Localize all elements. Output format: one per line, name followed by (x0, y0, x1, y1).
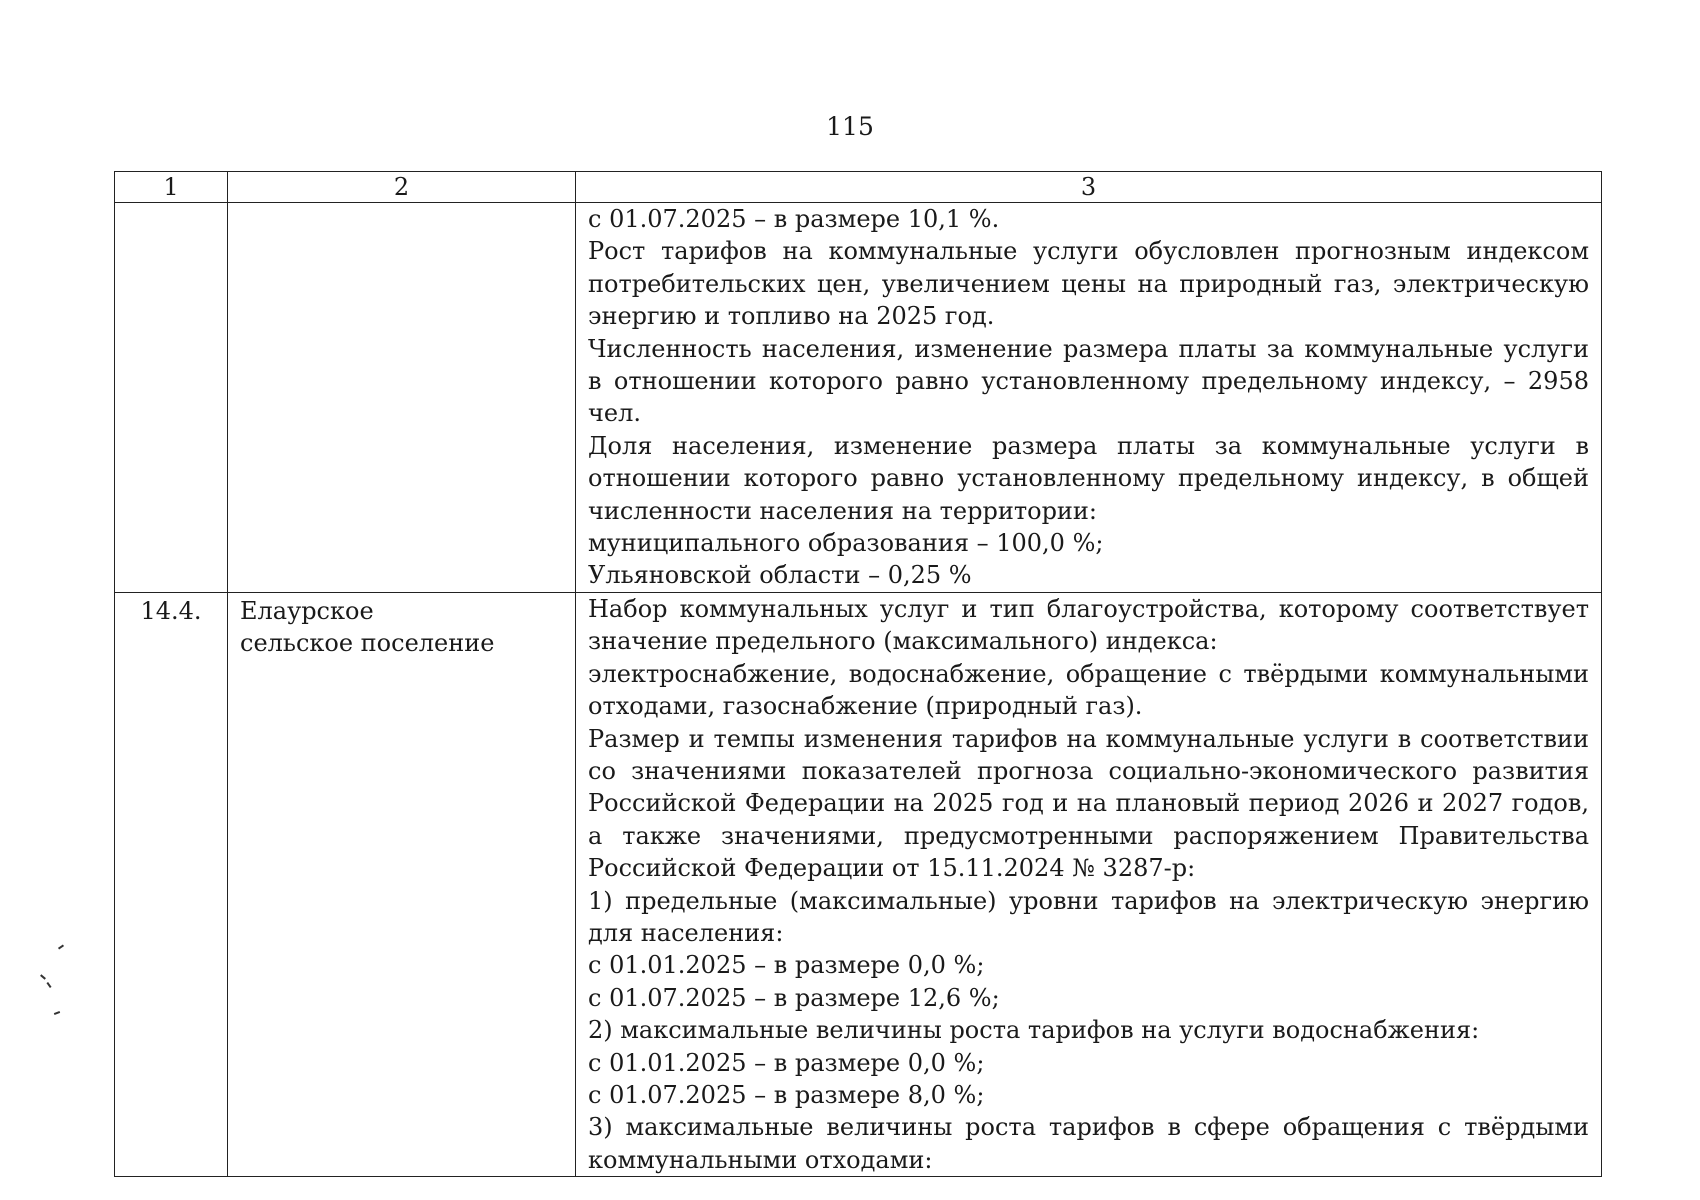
paragraph: электроснабжение, водоснабжение, обращение с твёрдыми коммунальными отходами, газоснабжение (природный газ). (588, 659, 1589, 721)
settlement-name-line: Елаурское (240, 596, 374, 625)
paragraph: с 01.07.2025 – в размере 10,1 %. (588, 205, 1000, 233)
paragraph: Рост тарифов на коммунальные услуги обусловлен прогнозным индексом потребительских цен, увеличением цены на природный газ, электрическую энергию и топливо на 2025 год. (588, 237, 1589, 331)
table-header-row (115, 172, 1602, 203)
paragraph: Ульяновской области – 0,25 % (588, 561, 972, 590)
paragraph: с 01.07.2025 – в размере 12,6 %; (588, 983, 1000, 1012)
paragraph: Набор коммунальных услуг и тип благоустройства, которому соответствует значение предельного (максимального) индекса: (588, 594, 1589, 656)
settlement-name-cell (228, 592, 576, 1176)
header-cell-1: 1 (115, 172, 228, 203)
scan-speck (46, 982, 51, 988)
table-row (115, 592, 1602, 1176)
paragraph: 1) предельные (максимальные) уровни тарифов на электрическую энергию для населения: (588, 886, 1589, 947)
header-cell-2: 2 (228, 172, 576, 203)
paragraph: 3) максимальные величины роста тарифов в сфере обращения с твёрдыми коммунальными отходами: (588, 1113, 1589, 1174)
scan-speck (58, 944, 64, 949)
row-number-cell (115, 203, 228, 593)
paragraph: Численность населения, изменение размера платы за коммунальные услуги в отношении которого равно установленному предельному индексу, – 2958 чел. (588, 334, 1589, 428)
scan-speck (54, 1011, 60, 1015)
page-number: 115 (826, 112, 874, 141)
header-cell-3: 3 (576, 172, 1602, 203)
paragraph: муниципального образования – 100,0 %; (588, 529, 1104, 558)
tariff-table (114, 171, 1602, 1177)
paragraph: Доля населения, изменение размера платы за коммунальные услуги в отношении которого равно установленному предельному индексу, в общей численности населения на территории: (588, 431, 1589, 525)
row-number-cell: 14.4. (115, 592, 228, 1176)
settlement-name-cell (228, 203, 576, 593)
paragraph: с 01.01.2025 – в размере 0,0 %; (588, 951, 985, 980)
description-cell (576, 592, 1602, 1176)
description-cell (576, 203, 1602, 593)
paragraph: с 01.07.2025 – в размере 8,0 %; (588, 1080, 985, 1109)
paragraph: Размер и темпы изменения тарифов на коммунальные услуги в соответствии со значениями показателей прогноза социально-экономического развития Российской Федерации на 2025 год и на плановый период 2026 и 2027 годов, а также значениями, предусмотренными распоряжением Правительства Российской Федерации от 15.11.2024 № 3287-р: (588, 724, 1589, 883)
paragraph: с 01.01.2025 – в размере 0,0 %; (588, 1048, 985, 1077)
table-row (115, 203, 1602, 593)
scan-speck (40, 974, 46, 979)
paragraph: 2) максимальные величины роста тарифов на услуги водоснабжения: (588, 1016, 1480, 1045)
settlement-name-line: сельское поселение (240, 629, 495, 658)
